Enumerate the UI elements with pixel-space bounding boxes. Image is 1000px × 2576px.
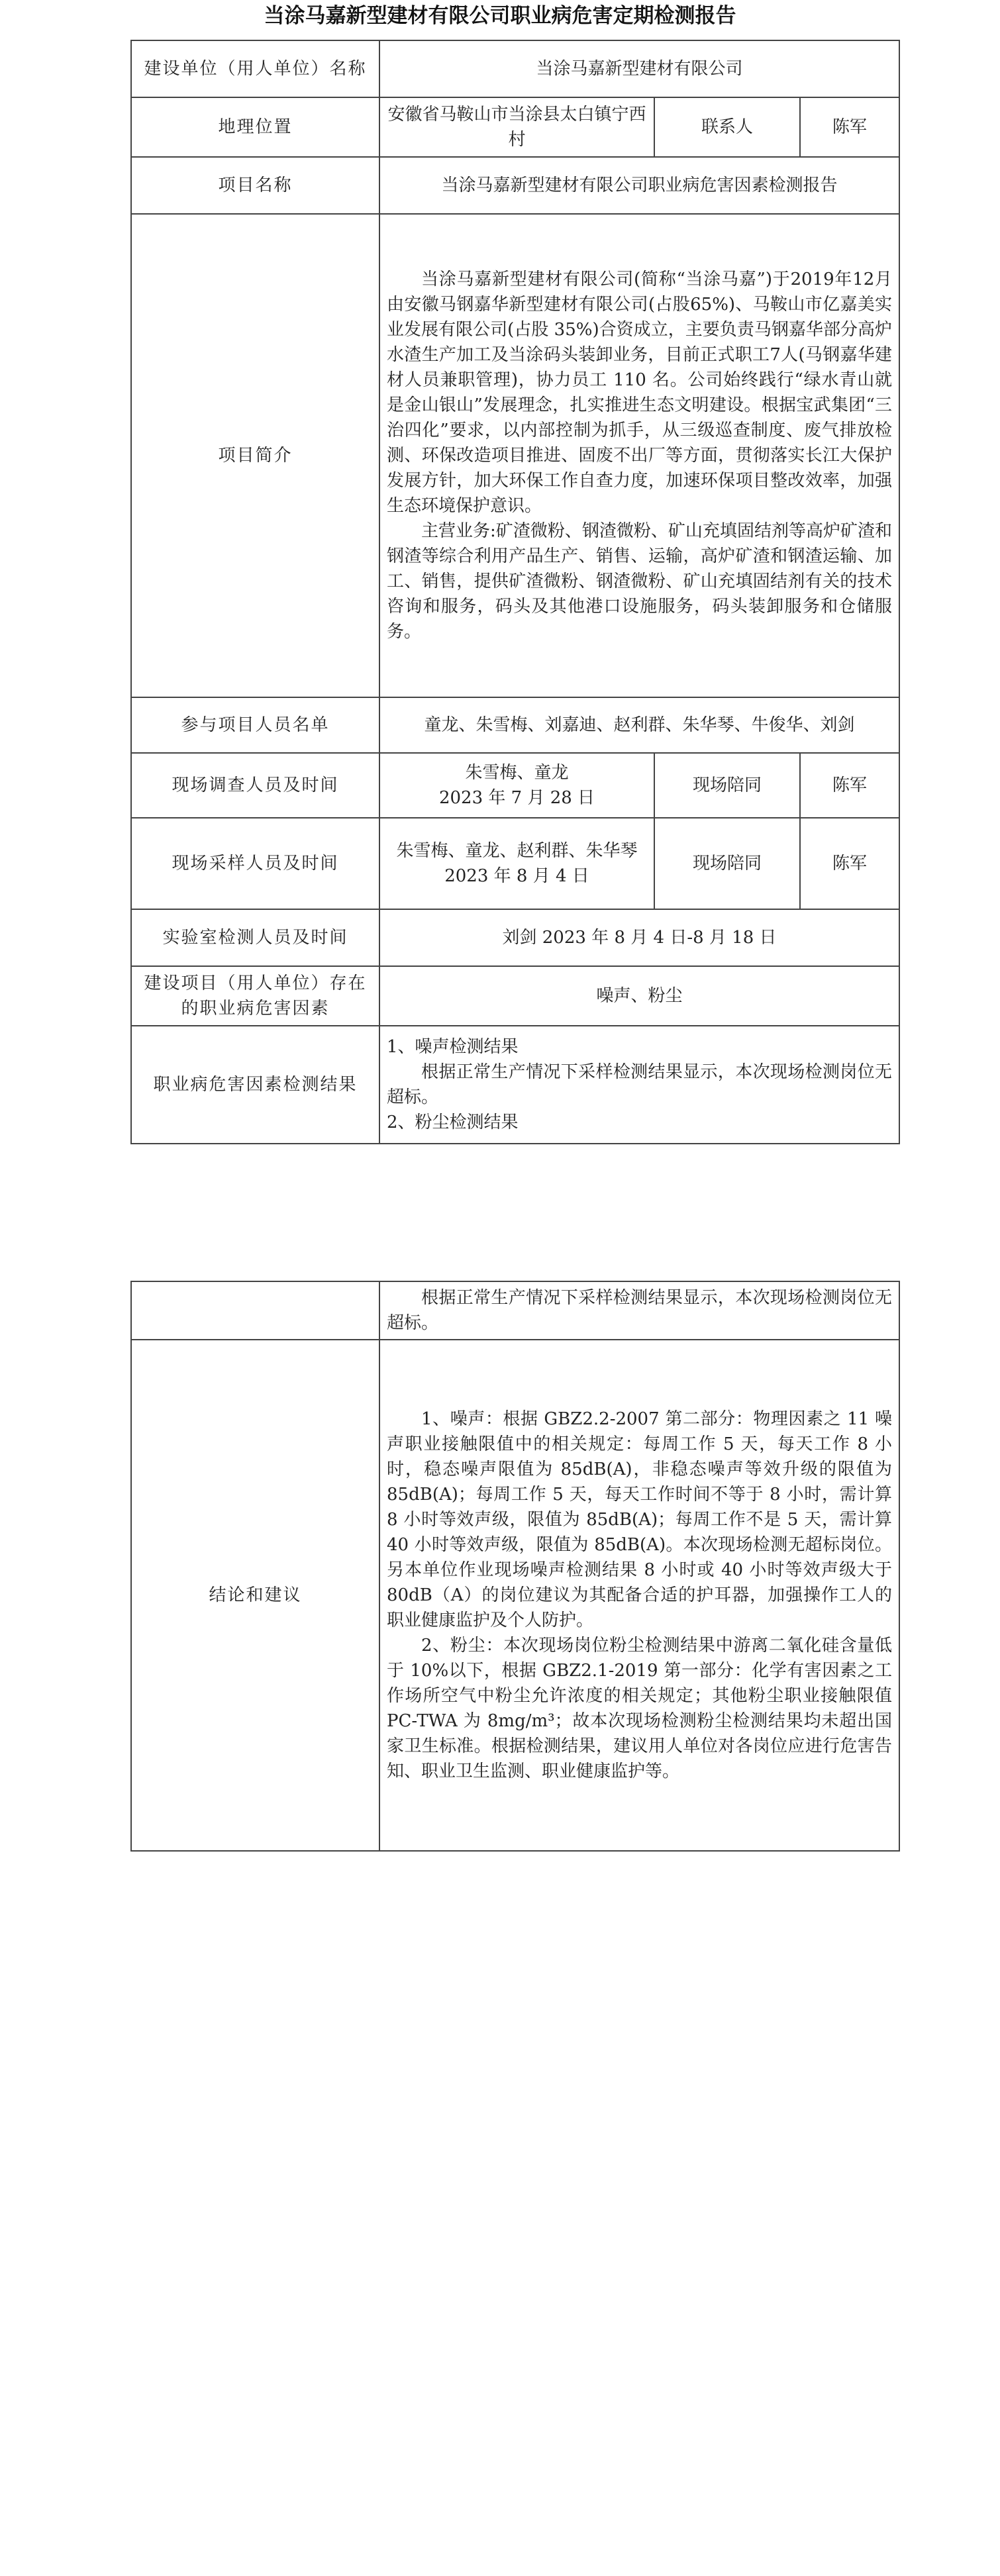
- row-intro: [131, 214, 899, 697]
- unit-label: 建设单位（用人单位）名称: [131, 40, 379, 97]
- lab-label: 实验室检测人员及时间: [131, 909, 379, 966]
- sampling-label: 现场采样人员及时间: [131, 818, 379, 909]
- hazard-label: 建设项目（用人单位）存在的职业病危害因素: [131, 966, 379, 1026]
- lab-value: 刘剑 2023 年 8 月 4 日-8 月 18 日: [379, 909, 899, 966]
- row-location: [131, 97, 899, 157]
- row-hazards: [131, 966, 899, 1026]
- results-content-page-2: [379, 1281, 899, 1340]
- row-members: [131, 697, 899, 753]
- intro-paragraph-2: 主营业务:矿渣微粉、钢渣微粉、矿山充填固结剂等高炉矿渣和钢渣等综合利用产品生产、销售、运输，高炉矿渣和钢渣运输、加工、销售，提供矿渣微粉、钢渣微粉、矿山充填固结剂有关的技术咨询和服务，码头及其他港口设施服务，码头装卸服务和仓储服务。: [387, 521, 893, 642]
- results-label: 职业病危害因素检测结果: [131, 1026, 379, 1144]
- row-project-name: [131, 157, 899, 214]
- results-dust-text: 根据正常生产情况下采样检测结果显示，本次现场检测岗位无超标。: [387, 1288, 892, 1333]
- location-value: 安徽省马鞍山市当涂县太白镇宁西村: [379, 97, 654, 157]
- row-results-continued: [131, 1281, 899, 1340]
- project-name-label: 项目名称: [131, 157, 379, 214]
- hazard-value: 噪声、粉尘: [379, 966, 899, 1026]
- intro-label: 项目简介: [131, 214, 379, 697]
- contact-value: 陈军: [800, 97, 899, 157]
- results-noise-text: 根据正常生产情况下采样检测结果显示，本次现场检测岗位无超标。: [387, 1062, 893, 1107]
- report-table-page-2: [130, 1281, 900, 1852]
- results-content-page-1: [379, 1026, 899, 1144]
- report-table-page-1: [130, 40, 900, 1144]
- contact-label: 联系人: [654, 97, 800, 157]
- sampling-date: 2023 年 8 月 4 日: [444, 866, 589, 886]
- survey-people-date: [379, 753, 654, 818]
- sampling-people: 朱雪梅、童龙、赵利群、朱华琴: [396, 841, 638, 861]
- sampling-escort-label: 现场陪同: [654, 818, 800, 909]
- conclusion-noise: 1、噪声：根据 GBZ2.2-2007 第二部分：物理因素之 11 噪声职业接触限值中的相关规定：每周工作 5 天，每天工作 8 小时，稳态噪声限值为 85dB(A)，非稳态噪声等效升级的限值为 85dB(A)；每周工作 5 天，每天工作时间不等于 8 小时，需计算 8 小时等效声级，限值为 85dB(A)；每周工作不是 5 天，需计算 40 小时等效声级，限值为 85dB(A)。本次现场检测无超标岗位。另本单位作业现场噪声检测结果 8 小时或 40 小时等效声级大于 80dB（A）的岗位建议为其配备合适的护耳器，加强操作工人的职业健康监护及个人防护。: [387, 1409, 892, 1630]
- intro-paragraph-1: 当涂马嘉新型建材有限公司(简称“当涂马嘉”)于2019年12月由安徽马钢嘉华新型建材有限公司(占股65%)、马鞍山市亿嘉美实业发展有限公司(占股 35%)合资成立，主要负责马钢嘉华部分高炉水渣生产加工及当涂码头装卸业务，目前正式职工7人(马钢嘉华建材人员兼职管理)，协力员工 110 名。公司始终践行“绿水青山就是金山银山”发展理念，扎实推进生态文明建设。根据宝武集团“三治四化”要求，以内部控制为抓手，从三级巡查制度、废气排放检测、环保改造项目推进、固废不出厂等方面，贯彻落实长江大保护发展方针，加大环保工作自查力度，加速环保项目整改效率，加强生态环境保护意识。: [387, 270, 893, 516]
- results-dust-head: 2、粉尘检测结果: [387, 1113, 519, 1132]
- row-survey: [131, 753, 899, 818]
- survey-escort-value: 陈军: [800, 753, 899, 818]
- results-label-continued-blank: [131, 1281, 379, 1340]
- row-lab: [131, 909, 899, 966]
- project-name-value: 当涂马嘉新型建材有限公司职业病危害因素检测报告: [379, 157, 899, 214]
- members-value: 童龙、朱雪梅、刘嘉迪、赵利群、朱华琴、牛俊华、刘剑: [379, 697, 899, 753]
- results-noise-head: 1、噪声检测结果: [387, 1037, 519, 1057]
- survey-label: 现场调查人员及时间: [131, 753, 379, 818]
- conclusion-label: 结论和建议: [131, 1340, 379, 1851]
- row-unit: [131, 40, 899, 97]
- document-title: 当涂马嘉新型建材有限公司职业病危害定期检测报告: [264, 4, 736, 28]
- row-conclusion: [131, 1340, 899, 1851]
- intro-content: [379, 214, 899, 697]
- row-results: [131, 1026, 899, 1144]
- sampling-people-date: [379, 818, 654, 909]
- members-label: 参与项目人员名单: [131, 697, 379, 753]
- survey-date: 2023 年 7 月 28 日: [438, 788, 595, 808]
- survey-people: 朱雪梅、童龙: [465, 763, 569, 783]
- row-sampling: [131, 818, 899, 909]
- location-label: 地理位置: [131, 97, 379, 157]
- sampling-escort-value: 陈军: [800, 818, 899, 909]
- conclusion-dust: 2、粉尘：本次现场岗位粉尘检测结果中游离二氧化硅含量低于 10%以下，根据 GBZ2.1-2019 第一部分：化学有害因素之工作场所空气中粉尘允许浓度的相关规定；其他粉尘职业接触限值 PC-TWA 为 8mg/m³；故本次现场检测粉尘检测结果均未超出国家卫生标准。根据检测结果，建议用人单位对各岗位应进行危害告知、职业卫生监测、职业健康监护等。: [387, 1636, 892, 1781]
- conclusion-content: [379, 1340, 899, 1851]
- unit-value: 当涂马嘉新型建材有限公司: [379, 40, 899, 97]
- survey-escort-label: 现场陪同: [654, 753, 800, 818]
